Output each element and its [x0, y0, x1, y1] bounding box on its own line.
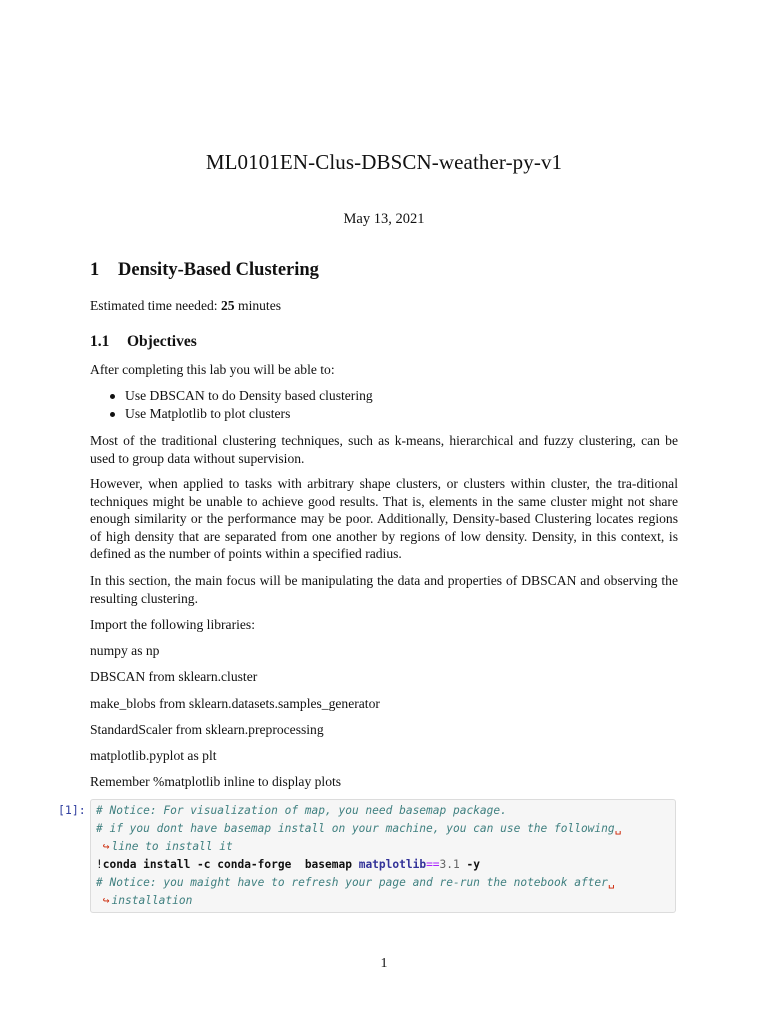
document-date: May 13, 2021 — [343, 211, 425, 227]
code-comment: # Notice: you maight have to refresh your page and re-run the notebook after — [96, 876, 608, 889]
section-heading — [90, 260, 319, 281]
import-line: matplotlib.pyplot as plt — [90, 748, 217, 763]
code-bang: ! — [96, 858, 103, 871]
import-line: Remember %matplotlib inline to display plots — [90, 774, 342, 789]
code-flag: -y — [459, 858, 480, 871]
section-title: Density-Based Clustering — [118, 260, 319, 280]
subsection-title: Objectives — [127, 333, 197, 350]
list-item: Use DBSCAN to do Density based clustering — [90, 387, 373, 405]
section-number: 1 — [90, 260, 100, 280]
import-line: StandardScaler from sklearn.preprocessing — [90, 722, 324, 737]
estimated-time-label: Estimated time needed: — [90, 298, 221, 313]
subsection-number: 1.1 — [90, 333, 110, 350]
estimated-time-unit: minutes — [234, 298, 282, 313]
code-comment: # Notice: For visualization of map, you need basemap package. — [96, 804, 507, 817]
objectives-list — [90, 387, 373, 422]
paragraph-main-focus: In this section, the main focus will be manipulating the data and properties of DBSCAN and observing the resulting clustering. — [90, 573, 678, 606]
estimated-time-value: 25 — [221, 298, 235, 313]
code-version: 3.1 — [439, 858, 460, 871]
import-line: DBSCAN from sklearn.cluster — [90, 669, 258, 684]
line-wrap-marker: ␣ — [614, 822, 622, 835]
code-package: matplotlib — [358, 858, 427, 871]
paragraph-density-based: However, when applied to tasks with arbitrary shape clusters, or clusters within cluster, the tra-ditional techniques might be unable to achieve good results. That is, elements in the same cluster might not share enough similarity or the performance may be poor. Additionally, Density-based Clustering locates regions of high density that are separated from one another by regions of low density. Density, in this context, is defined as the number of points within a specified radius. — [90, 476, 678, 561]
list-item: Use Matplotlib to plot clusters — [90, 405, 373, 423]
line-continuation-icon: ↪ — [102, 840, 110, 853]
paragraph-traditional-clustering: Most of the traditional clustering techniques, such as k-means, hierarchical and fuzzy clustering, can be used to group data without supervision. — [90, 433, 678, 466]
estimated-time — [90, 297, 678, 315]
code-comment: installation — [111, 894, 193, 907]
code-command: conda install -c conda-forge basemap — [102, 858, 359, 871]
code-comment: # if you dont have basemap install on your machine, you can use the following — [96, 822, 615, 835]
line-wrap-marker: ␣ — [607, 876, 615, 889]
line-continuation-icon: ↪ — [102, 894, 110, 907]
cell-prompt: [1]: — [58, 803, 86, 817]
objectives-intro: After completing this lab you will be able to: — [90, 362, 335, 377]
page-number: 1 — [380, 956, 388, 971]
code-comment: line to install it — [111, 840, 233, 853]
subsection-heading — [90, 333, 197, 351]
code-block — [96, 802, 621, 910]
import-line: make_blobs from sklearn.datasets.samples_generator — [90, 696, 380, 711]
document-title: ML0101EN-Clus-DBSCN-weather-py-v1 — [205, 150, 563, 174]
import-line: numpy as np — [90, 643, 160, 658]
imports-intro: Import the following libraries: — [90, 617, 255, 632]
code-operator: == — [426, 858, 440, 871]
